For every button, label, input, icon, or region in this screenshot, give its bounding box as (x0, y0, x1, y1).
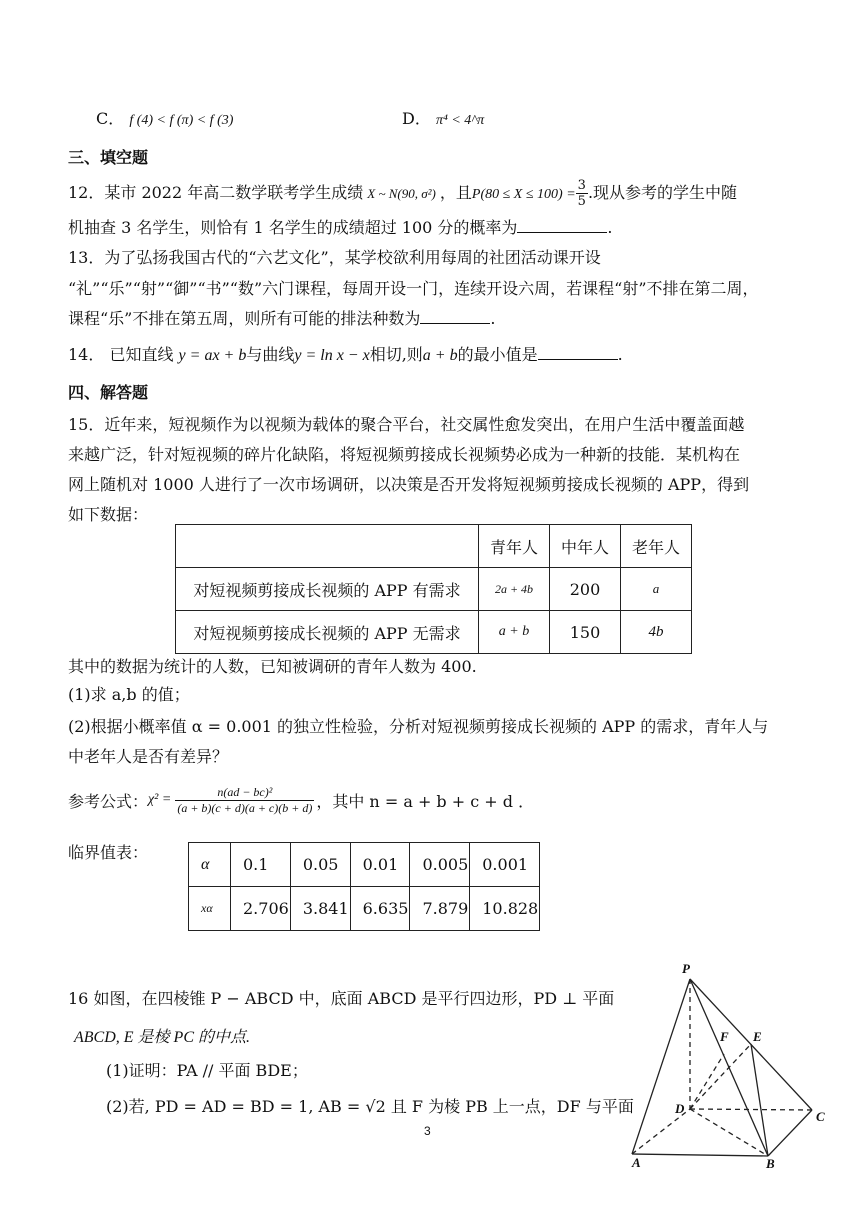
table-cell: 4b (621, 611, 692, 654)
table-cell: 0.005 (410, 843, 470, 887)
q14-answer-blank[interactable] (538, 345, 618, 360)
q14-mid2: 相切,则 (369, 345, 423, 364)
q12-text-mid: ，且 (439, 183, 472, 202)
label-p: P (682, 961, 690, 976)
label-e: E (753, 1029, 762, 1044)
table-row (176, 611, 692, 654)
q14-prefix: 14． 已知直线 (68, 345, 174, 364)
label-f: F (720, 1029, 729, 1044)
table-cell: 0.001 (470, 843, 540, 887)
question-15-line-1: 15．近年来，短视频作为以视频为载体的聚合平台，社交属性愈发突出，在用户生活中覆盖面越 (68, 415, 745, 434)
table-cell: 3.841 (290, 887, 350, 931)
q14-period: . (617, 345, 623, 364)
formula-numerator: n(ad − bc)² (175, 785, 314, 801)
table-row (176, 525, 692, 568)
pyramid-figure (620, 955, 840, 1170)
demand-table (175, 524, 692, 654)
formula-suffix: ，其中 n = a + b + c + d ． (316, 791, 535, 811)
question-12-line-1 (68, 178, 737, 209)
table-cell: 6.635 (350, 887, 410, 931)
q12-fraction (576, 178, 588, 209)
question-16-line-1: 16 如图，在四棱锥 P − ABCD 中，底面 ABCD 是平行四边形，PD ⊥ 平面 (68, 989, 615, 1008)
q14-mid: 与曲线 (246, 345, 295, 364)
table-row (189, 887, 540, 931)
edge-dc (690, 1109, 812, 1110)
q14-line-equation: y = ax + b (178, 347, 247, 364)
formula-lhs: χ² = (148, 792, 172, 807)
table-header-cell: 青年人 (479, 525, 550, 568)
question-15-line-3: 网上随机对 1000 人进行了一次市场调研，以决策是否开发将短视频剪接成长视频的 APP，得到 (68, 475, 750, 494)
q14-suffix: 的最小值是 (457, 345, 538, 364)
question-15-after-table: 其中的数据为统计的人数，已知被调研的青年人数为 400. (68, 657, 477, 676)
option-c (96, 106, 233, 129)
segment-df (690, 1054, 724, 1109)
q12-answer-blank[interactable] (517, 218, 607, 233)
q13-period: . (490, 309, 496, 328)
question-12-line-2 (68, 215, 613, 238)
q12-line2-text: 机抽查 3 名学生，则恰有 1 名学生的成绩超过 100 分的概率为 (68, 218, 518, 237)
table-cell: 0.01 (350, 843, 410, 887)
table-cell: 2.706 (231, 887, 291, 931)
q13-answer-blank[interactable] (420, 309, 490, 324)
q13-line3-text: 课程“乐”不排在第五周，则所有可能的排法种数为 (68, 309, 421, 328)
question-13-line-3 (68, 306, 495, 329)
table-cell: 150 (550, 611, 621, 654)
q12-text-suffix: .现从参考的学生中随 (587, 183, 738, 202)
question-15-part-2-line-2: 中老年人是否有差异？ (68, 747, 229, 766)
table-row (176, 568, 692, 611)
question-16-part-2: (2)若, PD = AD = BD = 1, AB = √2 且 F 为棱 PB 上一点，DF 与平面 (106, 1097, 634, 1116)
edge-ab (632, 1154, 768, 1156)
formula-denominator: (a + b)(c + d)(a + c)(b + d) (177, 800, 313, 815)
table-cell: a + b (479, 611, 550, 654)
table-header-cell: 中年人 (550, 525, 621, 568)
table-cell: 7.879 (410, 887, 470, 931)
critical-value-label: 临界值表： (68, 843, 149, 862)
question-13-line-1: 13．为了弘扬我国古代的“六艺文化”，某学校欲利用每周的社团活动课开设 (68, 248, 601, 267)
question-15-line-4: 如下数据： (68, 505, 149, 524)
reference-formula (68, 778, 534, 822)
q14-target: a + b (422, 347, 458, 364)
segment-db (690, 1109, 768, 1156)
q12-period: . (607, 218, 613, 237)
option-d (402, 106, 484, 129)
page-number: 3 (424, 1124, 431, 1138)
table-header-cell (176, 525, 479, 568)
q12-distribution: X ~ N(90, σ²) (367, 186, 436, 201)
edge-bc (768, 1110, 812, 1156)
table-row (189, 843, 540, 887)
question-15-part-1: (1)求 a,b 的值； (68, 685, 190, 704)
question-14 (68, 342, 623, 365)
option-d-label: D． (402, 109, 431, 128)
segment-de (690, 1044, 751, 1109)
q14-curve-equation: y = ln x − x (294, 347, 370, 364)
label-c: C (816, 1109, 825, 1124)
table-header-cell: 老年人 (621, 525, 692, 568)
question-16-part-1: (1)证明：PA // 平面 BDE； (106, 1061, 308, 1080)
table-cell: 对短视频剪接成长视频的 APP 无需求 (176, 611, 479, 654)
table-cell: 200 (550, 568, 621, 611)
table-cell: a (621, 568, 692, 611)
q12-frac-den: 5 (577, 194, 586, 209)
option-c-expr: f (4) < f (π) < f (3) (129, 113, 234, 128)
question-15-line-2: 来越广泛，针对短视频的碎片化缺陷，将短视频剪接成长视频势必成为一种新的技能．某机构在 (68, 445, 741, 464)
option-c-label: C． (96, 109, 125, 128)
critical-value-table (188, 842, 540, 931)
table-cell: 对短视频剪接成长视频的 APP 有需求 (176, 568, 479, 611)
edge-pa (632, 979, 690, 1154)
label-d: D (675, 1101, 685, 1116)
q12-frac-num: 3 (577, 178, 586, 193)
table-cell: 0.05 (290, 843, 350, 887)
question-16-line-2: ABCD, E 是棱 PC 的中点. (74, 1029, 250, 1046)
question-13-line-2: “礼”“乐”“射”“御”“书”“数”六门课程，每周开设一门，连续开设六周，若课程“射”不排在第二周， (68, 279, 759, 298)
table-cell: 2a + 4b (479, 568, 550, 611)
question-15-part-2-line-1: (2)根据小概率值 α = 0.001 的独立性检验，分析对短视频剪接成长视频的 APP 的需求，青年人与 (68, 717, 769, 736)
table-cell: α (189, 843, 231, 887)
q12-probability: P(80 ≤ X ≤ 100) = (471, 187, 576, 202)
formula-label: 参考公式： (68, 791, 149, 811)
section-4-title: 四、解答题 (68, 383, 149, 402)
q12-text: 12．某市 2022 年高二数学联考学生成绩 (68, 183, 364, 202)
table-cell: 10.828 (470, 887, 540, 931)
label-a: A (632, 1155, 641, 1170)
option-d-expr: π⁴ < 4^π (435, 113, 485, 128)
section-3-title: 三、填空题 (68, 148, 149, 167)
label-b: B (766, 1156, 775, 1170)
formula-fraction (175, 785, 314, 816)
table-cell: xα (189, 887, 231, 931)
table-cell: 0.1 (231, 843, 291, 887)
